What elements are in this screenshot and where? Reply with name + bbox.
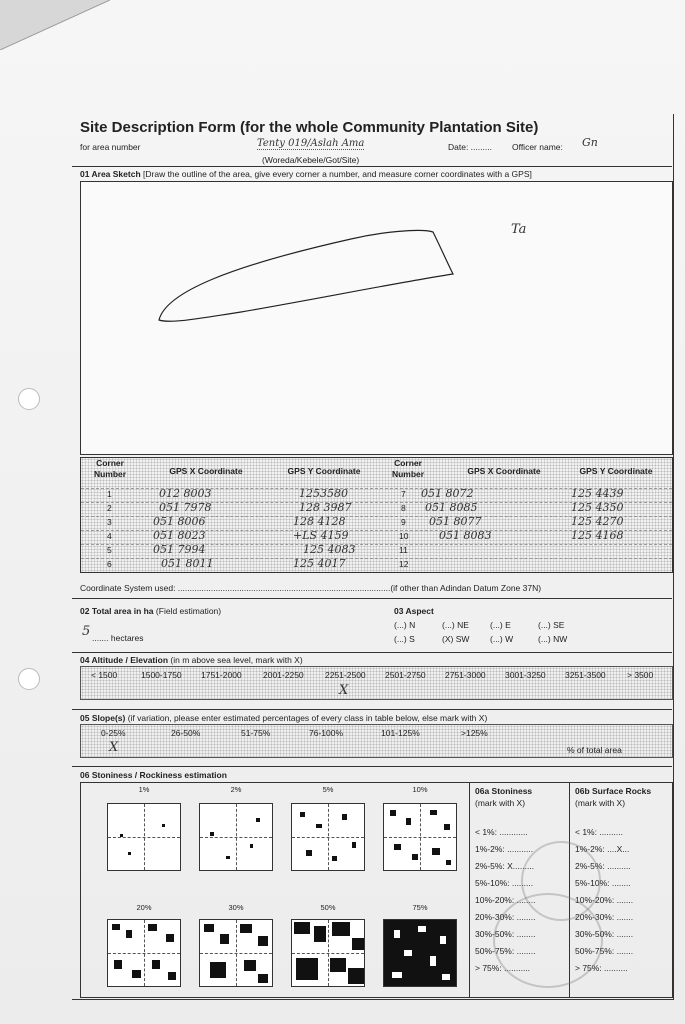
location-subtitle: (Woreda/Kebele/Got/Site) xyxy=(262,155,360,165)
column-divider xyxy=(469,783,470,997)
total-area-heading: 02 Total area in ha (Field estimation) xyxy=(80,606,222,616)
divider xyxy=(72,166,672,167)
corner-3-x[interactable]: 051 8006 xyxy=(153,515,206,528)
slope-heading: 05 Slope(s) (if variation, please enter estimated percentages of every class in table below, else mark with X) xyxy=(80,713,488,723)
stone-square-75pct xyxy=(383,919,457,987)
aspect-ne[interactable]: (...) NE xyxy=(442,620,469,630)
stoniness-heading: 06 Stoniness / Rockiness estimation xyxy=(80,770,227,780)
altitude-option[interactable]: 1751-2000 xyxy=(201,670,242,680)
stoniness-option[interactable]: 10%-20%: ........ xyxy=(475,895,536,905)
aspect-nw[interactable]: (...) NW xyxy=(538,634,568,644)
square-label: 30% xyxy=(228,903,244,912)
square-label: 1% xyxy=(138,785,150,794)
stoniness-section xyxy=(80,782,673,998)
folded-corner xyxy=(0,0,110,50)
slope-option[interactable]: 0-25% xyxy=(101,728,126,738)
corner-8: 8 xyxy=(401,503,406,513)
stoniness-option[interactable]: 30%-50%: ........ xyxy=(475,929,536,939)
corner-2-x[interactable]: 051 7978 xyxy=(159,501,212,514)
stone-square-50pct xyxy=(291,919,365,987)
corner-5: 5 xyxy=(107,545,112,555)
corner-8-y[interactable]: 125 4350 xyxy=(571,501,624,514)
square-label: 50% xyxy=(320,903,336,912)
stone-square-30pct xyxy=(199,919,273,987)
stoniness-option[interactable]: > 75%: ........... xyxy=(475,963,531,973)
corner-7: 7 xyxy=(401,489,406,499)
square-label: 20% xyxy=(136,903,152,912)
area-number-value[interactable]: Tenty 019/Aslah Ama xyxy=(257,138,365,149)
punch-hole-top xyxy=(18,388,40,410)
corner-5-y[interactable]: 125 4083 xyxy=(303,543,356,556)
officer-value[interactable]: Gn xyxy=(582,136,598,149)
gps-coordinates-table xyxy=(80,457,673,573)
altitude-option[interactable]: 1500-1750 xyxy=(141,670,182,680)
corner-4-x[interactable]: 051 8023 xyxy=(153,529,206,542)
aspect-heading: 03 Aspect xyxy=(394,606,434,616)
corner-9-x[interactable]: 051 8077 xyxy=(429,515,482,528)
aspect-s[interactable]: (...) S xyxy=(394,634,415,644)
corner-10-y[interactable]: 125 4168 xyxy=(571,529,624,542)
stoniness-option[interactable]: 2%-5%: X......... xyxy=(475,861,535,871)
col-gps-y-2: GPS Y Coordinate xyxy=(579,466,653,476)
col-gps-x: GPS X Coordinate xyxy=(169,466,243,476)
altitude-mark: X xyxy=(339,683,349,698)
slope-option[interactable]: 26-50% xyxy=(171,728,201,738)
aspect-n[interactable]: (...) N xyxy=(394,620,416,630)
stone-square-5pct xyxy=(291,803,365,871)
corner-5-x[interactable]: 051 7994 xyxy=(153,543,206,556)
punch-hole-bottom xyxy=(18,668,40,690)
date-label: Date: ......... xyxy=(448,142,492,152)
square-label: 75% xyxy=(412,903,428,912)
altitude-options xyxy=(80,666,673,700)
area-sketch-canvas[interactable] xyxy=(80,181,673,455)
coordinate-system-line[interactable]: Coordinate System used: ..........................................................................................(if other than Adindan Datum Zone 37N) xyxy=(80,583,542,593)
corner-4: 4 xyxy=(107,531,112,541)
officer-label: Officer name: xyxy=(512,142,563,152)
stoniness-option[interactable]: 1%-2%: ........... xyxy=(475,844,534,854)
aspect-w[interactable]: (...) W xyxy=(490,634,514,644)
area-number-label: for area number xyxy=(80,142,141,152)
aspect-row-2 xyxy=(394,634,586,644)
corner-3-y[interactable]: 128 4128 xyxy=(293,515,346,528)
altitude-option[interactable]: 2501-2750 xyxy=(385,670,426,680)
col-gps-x-2: GPS X Coordinate xyxy=(467,466,541,476)
hectares-label: ....... hectares xyxy=(92,633,144,643)
square-label: 5% xyxy=(322,785,334,794)
divider xyxy=(72,598,672,599)
corner-7-y[interactable]: 125 4439 xyxy=(571,487,624,500)
rocks-option[interactable]: < 1%: .......... xyxy=(575,827,623,837)
rocks-option[interactable]: 1%-2%: ....X... xyxy=(575,844,630,854)
stoniness-col-hint: (mark with X) xyxy=(475,798,526,808)
corner-11: 11 xyxy=(399,545,408,555)
stone-square-20pct xyxy=(107,919,181,987)
corner-8-x[interactable]: 051 8085 xyxy=(425,501,478,514)
altitude-heading: 04 Altitude / Elevation (in m above sea level, mark with X) xyxy=(80,655,303,665)
altitude-option[interactable]: 3251-3500 xyxy=(565,670,606,680)
aspect-e[interactable]: (...) E xyxy=(490,620,511,630)
slope-option[interactable]: >125% xyxy=(461,728,488,738)
corner-2-y[interactable]: 128 3987 xyxy=(299,501,352,514)
square-label: 10% xyxy=(412,785,428,794)
site-description-form xyxy=(72,114,674,1000)
stoniness-option[interactable]: < 1%: ............ xyxy=(475,827,528,837)
slope-mark: X xyxy=(109,740,119,755)
rocks-col-hint: (mark with X) xyxy=(575,798,626,808)
slope-options xyxy=(80,724,673,758)
sketch-outline xyxy=(81,182,672,454)
corner-12: 12 xyxy=(399,559,409,569)
rocks-option[interactable]: 30%-50%: ....... xyxy=(575,929,634,939)
corner-10: 10 xyxy=(399,531,409,541)
stone-square-10pct xyxy=(383,803,457,871)
divider xyxy=(72,766,672,767)
divider xyxy=(72,652,672,653)
divider xyxy=(72,709,672,710)
form-title: Site Description Form (for the whole Community Plantation Site) xyxy=(80,119,539,136)
aspect-se[interactable]: (...) SE xyxy=(538,620,565,630)
rocks-option[interactable]: 20%-30%: ....... xyxy=(575,912,634,922)
corner-6: 6 xyxy=(107,559,112,569)
col-gps-y: GPS Y Coordinate xyxy=(287,466,361,476)
area-sketch-heading: 01 Area Sketch [Draw the outline of the area, give every corner a number, and measure corner coordinates with a GPS] xyxy=(80,169,532,179)
slope-option[interactable]: 51-75% xyxy=(241,728,271,738)
corner-1: 1 xyxy=(107,489,112,499)
north-arrow-mark: Ta xyxy=(511,222,527,237)
altitude-option[interactable]: 2251-2500 xyxy=(325,670,366,680)
aspect-sw[interactable]: (X) SW xyxy=(442,634,470,644)
corner-3: 3 xyxy=(107,517,112,527)
corner-9: 9 xyxy=(401,517,406,527)
altitude-option[interactable]: < 1500 xyxy=(91,670,118,680)
corner-2: 2 xyxy=(107,503,112,513)
rocks-option[interactable]: 10%-20%: ....... xyxy=(575,895,634,905)
percent-total-label: % of total area xyxy=(567,745,622,755)
corner-6-x[interactable]: 051 8011 xyxy=(161,557,214,570)
col-corner-number-2: Corner Number xyxy=(391,458,425,479)
altitude-option[interactable]: 2001-2250 xyxy=(263,670,304,680)
total-area-value[interactable]: 5 xyxy=(82,624,91,639)
rocks-col-title: 06b Surface Rocks xyxy=(575,786,652,796)
corner-1-y[interactable]: 1253580 xyxy=(299,487,348,500)
stoniness-col-title: 06a Stoniness xyxy=(475,786,533,796)
rocks-option[interactable]: 50%-75%: ....... xyxy=(575,946,634,956)
stoniness-option[interactable]: 20%-30%: ........ xyxy=(475,912,536,922)
corner-10-x[interactable]: 051 8083 xyxy=(439,529,492,542)
stoniness-option[interactable]: 5%-10%: ......... xyxy=(475,878,534,888)
corner-4-y[interactable]: +LS 4159 xyxy=(293,529,349,542)
rocks-option[interactable]: > 75%: .......... xyxy=(575,963,628,973)
stone-square-1pct xyxy=(107,803,181,871)
corner-9-y[interactable]: 125 4270 xyxy=(571,515,624,528)
rocks-option[interactable]: 2%-5%: .......... xyxy=(575,861,631,871)
altitude-option[interactable]: 3001-3250 xyxy=(505,670,546,680)
col-corner-number: Corner Number xyxy=(93,458,127,479)
rocks-option[interactable]: 5%-10%: ........ xyxy=(575,878,631,888)
altitude-option[interactable]: > 3500 xyxy=(627,670,654,680)
altitude-option[interactable]: 2751-3000 xyxy=(445,670,486,680)
stone-square-2pct xyxy=(199,803,273,871)
official-stamp-bottom xyxy=(493,893,603,988)
aspect-row-1 xyxy=(394,620,586,630)
square-label: 2% xyxy=(230,785,242,794)
stoniness-option[interactable]: 50%-75%: ........ xyxy=(475,946,536,956)
slope-option[interactable]: 101-125% xyxy=(381,728,420,738)
corner-6-y[interactable]: 125 4017 xyxy=(293,557,346,570)
corner-7-x[interactable]: 051 8072 xyxy=(421,487,474,500)
slope-option[interactable]: 76-100% xyxy=(309,728,344,738)
corner-1-x[interactable]: 012 8003 xyxy=(159,487,212,500)
